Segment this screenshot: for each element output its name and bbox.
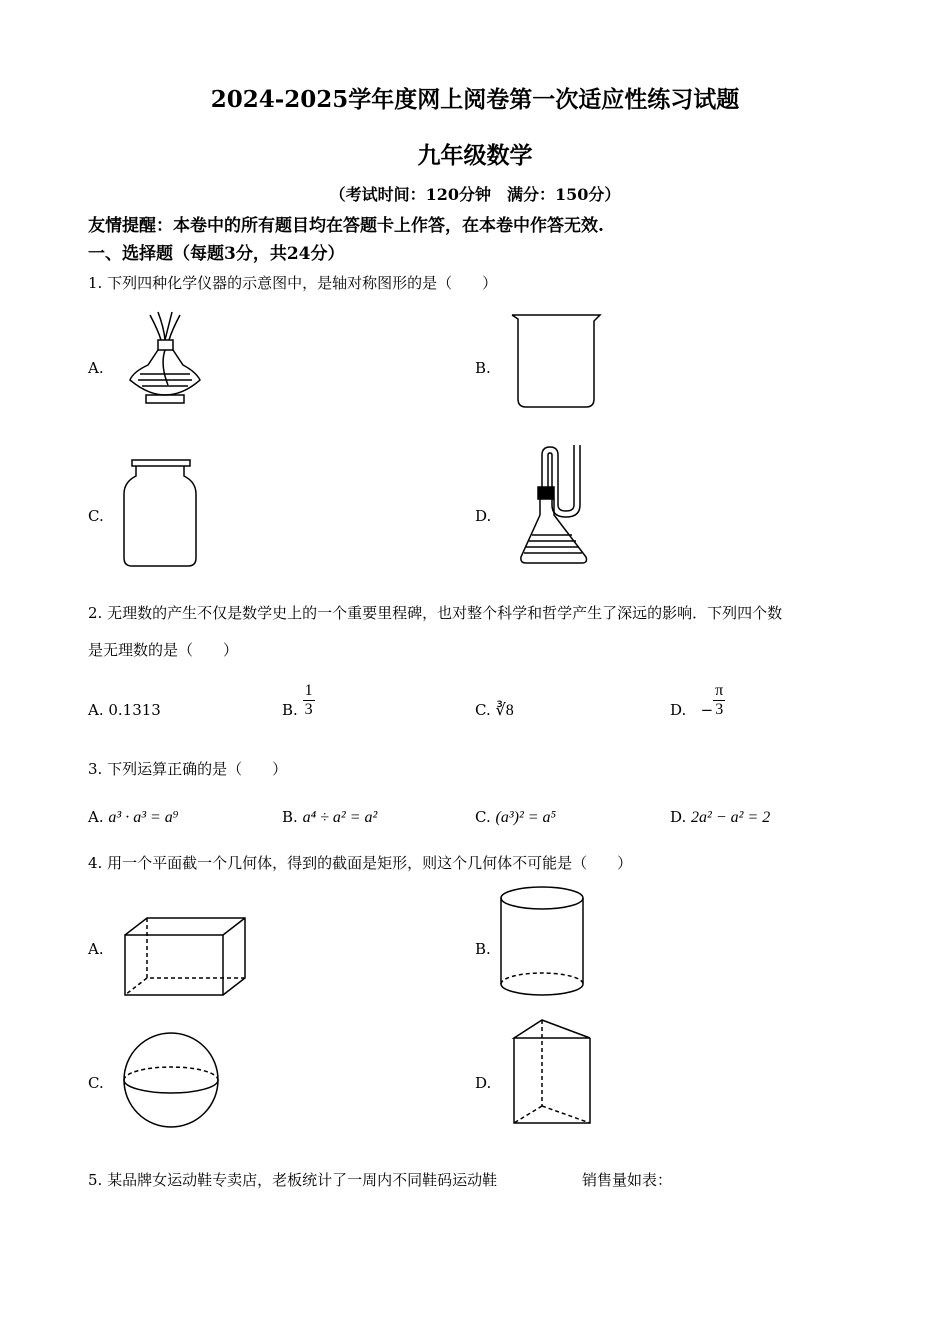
q5-stem-part1: 5. 某品牌女运动鞋专卖店，老板统计了一周内不同鞋码运动鞋 (88, 1171, 498, 1189)
alcohol-lamp-figure (128, 310, 203, 406)
q4-stem: 4. 用一个平面截一个几何体，得到的截面是矩形，则这个几何体不可能是（ ） (88, 854, 633, 872)
section-heading: 一、选择题（每题3分，共24分） (88, 244, 345, 264)
option-label: C. (475, 808, 491, 826)
exam-title: 2024-2025学年度网上阅卷第一次适应性练习试题 (210, 86, 740, 113)
option-label: D. (670, 701, 687, 719)
fraction-numerator: π (715, 681, 724, 699)
exam-subtitle: 九年级数学 (417, 142, 533, 169)
fraction-denominator: 3 (715, 700, 724, 718)
q1-option-a: A. (88, 359, 104, 377)
flask-with-tube-figure (518, 445, 593, 567)
option-label: B. (282, 701, 298, 719)
q4-option-b: B. (475, 940, 491, 958)
q2-option-c (475, 700, 514, 721)
reminder: 友情提醒：本卷中的所有题目均在答题卡上作答，在本卷中作答无效. (88, 216, 604, 236)
fraction-denominator: 3 (304, 700, 313, 718)
q3-option-c (475, 807, 556, 828)
option-label: C. (475, 701, 491, 719)
q2-option-a: A. 0.1313 (88, 701, 161, 719)
beaker-figure (512, 315, 602, 410)
q4-option-c: C. (88, 1074, 104, 1092)
math-expression: a⁴ ÷ a² = a² (302, 809, 378, 826)
q1-option-b: B. (475, 359, 491, 377)
triangular-prism-figure (512, 1018, 594, 1128)
math-expression: 2a² − a² = 2 (691, 809, 771, 826)
option-label: A. (88, 808, 104, 826)
math-expression: (a³)² = a⁵ (495, 809, 557, 826)
q2-stem-line1: 2. 无理数的产生不仅是数学史上的一个重要里程碑，也对整个科学和哲学产生了深远的影响．下列四个数 (88, 604, 783, 622)
q3-option-d (670, 807, 770, 828)
q4-option-a: A. (88, 940, 104, 958)
fraction-numerator: 1 (304, 681, 313, 699)
q1-stem: 1. 下列四种化学仪器的示意图中，是轴对称图形的是（ ） (88, 274, 498, 292)
cylinder-figure (500, 886, 586, 998)
q2-option-d (670, 681, 725, 720)
q1-option-c: C. (88, 507, 104, 525)
q3-option-a (88, 807, 178, 828)
cuboid-figure (125, 918, 247, 998)
exam-info: （考试时间：120分钟 满分：150分） (329, 185, 621, 204)
math-expression: a³ · a³ = a⁹ (108, 809, 179, 826)
q3-option-b (282, 807, 377, 828)
sphere-figure (122, 1032, 222, 1130)
q5-stem-part2: 销售量如表： (582, 1171, 673, 1189)
negative-sign: − (700, 701, 714, 719)
q2-stem-line2: 是无理数的是（ ） (88, 641, 239, 659)
option-label: B. (282, 808, 298, 826)
q2-option-b (282, 681, 315, 720)
q4-option-d: D. (475, 1074, 492, 1092)
cube-root-expression: ∛8 (495, 702, 514, 719)
q1-option-d: D. (475, 507, 492, 525)
option-label: D. (670, 808, 687, 826)
reagent-bottle-figure (122, 458, 200, 570)
q3-stem: 3. 下列运算正确的是（ ） (88, 760, 288, 778)
